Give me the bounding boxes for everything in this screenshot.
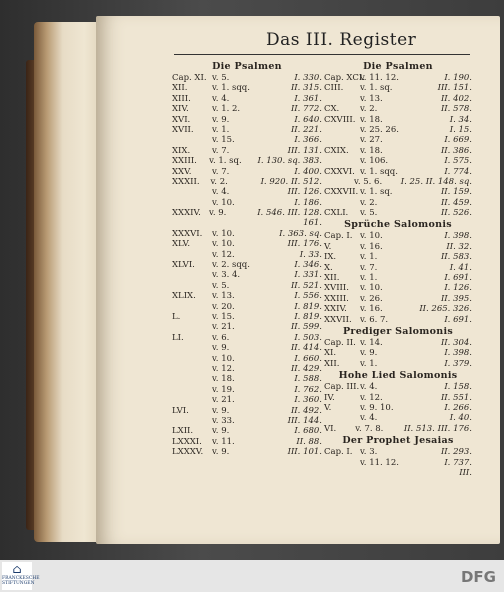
verse-ref: v. 21. <box>212 395 235 406</box>
index-row <box>324 338 472 348</box>
chapter-ref: XXIII. <box>324 293 349 304</box>
chapter-ref <box>172 281 212 291</box>
page-ref: I. 130. sq. 383. <box>257 156 322 167</box>
index-row <box>172 437 322 447</box>
index-row <box>324 104 472 114</box>
index-row <box>172 312 322 322</box>
index-row <box>324 458 472 468</box>
index-row <box>172 239 322 249</box>
chapter-ref: CXLI. <box>324 208 349 219</box>
chapter-ref: XXIII. <box>172 156 197 167</box>
verse-ref: v. 10. <box>212 239 235 250</box>
verse-ref: v. 10. <box>212 228 235 239</box>
page-ref: I. 190. <box>444 73 472 83</box>
chapter-ref: CX. <box>324 104 340 115</box>
page-ref: II. 221. <box>290 124 322 135</box>
chapter-ref: Cap. III. <box>324 382 360 393</box>
logo-text: FRANCKESCHE STIFTUNGEN <box>2 576 40 586</box>
page-ref: I. 40. <box>449 413 472 424</box>
section-heading: Die Psalmen <box>212 61 282 72</box>
chapter-ref: V. <box>324 241 332 252</box>
verse-ref: v. 16. <box>360 304 383 315</box>
chapter-ref: XXIV. <box>324 304 347 315</box>
verse-ref: v. 1. sq. <box>360 187 393 198</box>
chapter-ref <box>324 135 360 145</box>
page-ref: I. 363. sq. <box>279 228 322 239</box>
verse-ref: v. 5. <box>212 280 230 291</box>
chapter-ref: VI. <box>324 423 337 434</box>
page-ref: II. 315. <box>290 83 322 94</box>
page-ref: III. 131. <box>287 145 322 156</box>
left-column <box>172 60 322 457</box>
index-row <box>172 83 322 93</box>
page-ref: II. 402. <box>440 93 472 104</box>
page-ref: I. 669. <box>444 135 472 146</box>
verse-ref: v. 10. <box>360 283 383 294</box>
chapter-ref <box>172 354 212 364</box>
verse-ref: v. 3. <box>360 447 378 458</box>
verse-ref: v. 18. <box>212 374 235 385</box>
page-ref: I. 400. <box>294 166 322 177</box>
chapter-ref: XLVI. <box>172 260 195 271</box>
verse-ref: v. 16. <box>360 241 383 252</box>
chapter-ref: IV. <box>324 392 335 403</box>
index-row <box>324 413 472 423</box>
page-ref: I. 691. <box>444 314 472 325</box>
index-row <box>172 260 322 270</box>
footer-bar <box>0 560 504 592</box>
page-ref: I. 331. <box>294 270 322 281</box>
verse-ref: v. 1. sq. <box>360 83 393 94</box>
verse-ref: v. 25. 26. <box>360 124 399 135</box>
index-row <box>324 146 472 156</box>
chapter-ref <box>324 94 360 104</box>
verse-ref: v. 9. <box>209 208 227 219</box>
page-ref: I. 34. <box>449 114 472 125</box>
chapter-ref <box>324 458 360 468</box>
verse-ref: v. 1. <box>212 124 230 135</box>
institution-logo[interactable] <box>2 562 40 590</box>
index-row <box>324 125 472 135</box>
verse-ref: v. 10. <box>360 231 383 242</box>
index-row <box>324 198 472 208</box>
page-ref: II. 578. <box>440 104 472 115</box>
page-ref: II. 583. <box>440 252 472 263</box>
index-row <box>172 291 322 301</box>
page-ref: III. 151. <box>437 83 472 94</box>
index-row <box>172 374 322 384</box>
chapter-ref <box>172 187 212 197</box>
index-row <box>324 83 472 93</box>
verse-ref: v. 2. sqq. <box>212 260 250 271</box>
verse-ref: v. 1. <box>360 273 378 284</box>
page-ref: I. 819. <box>294 311 322 322</box>
chapter-ref <box>324 468 360 478</box>
section-heading: Der Prophet Jesaias <box>342 435 454 447</box>
chapter-ref: LXII. <box>172 426 194 437</box>
page-ref: I. 398. <box>444 231 472 242</box>
dfg-logo[interactable]: DFG <box>460 568 496 586</box>
page-ref: II. 32. <box>446 241 472 252</box>
verse-ref: v. 19. <box>212 384 235 395</box>
page-ref: I. 398. <box>444 348 472 359</box>
index-row <box>324 167 472 177</box>
chapter-ref <box>172 364 212 374</box>
verse-ref: v. 1. <box>360 358 378 369</box>
index-row <box>172 270 322 280</box>
page-ref: I. 126. <box>444 283 472 294</box>
index-row <box>172 385 322 395</box>
page-ref: III. <box>459 467 472 478</box>
verse-ref: v. 9. <box>212 447 230 458</box>
index-row <box>324 348 472 358</box>
verse-ref: v. 4. <box>212 187 230 198</box>
page-ref: 161. <box>303 218 322 229</box>
verse-ref: v. 6. <box>212 332 230 343</box>
verse-ref: v. 6. 7. <box>360 314 389 325</box>
verse-ref <box>360 468 416 478</box>
page-ref: II. 304. <box>440 337 472 348</box>
chapter-ref: Cap. I. <box>324 447 353 458</box>
verse-ref: v. 12. <box>212 249 235 260</box>
chapter-ref: XIV. <box>172 104 189 115</box>
page-ref: I. 346. <box>294 260 322 271</box>
page-ref: II. 293. <box>440 447 472 458</box>
page-ref: III. 144. <box>287 415 322 426</box>
index-row <box>324 447 472 457</box>
verse-ref: v. 9. <box>212 405 230 416</box>
index-row <box>172 177 322 187</box>
page-ref: I. 556. <box>294 291 322 302</box>
verse-ref: v. 18. <box>360 114 383 125</box>
index-row <box>324 73 472 83</box>
chapter-ref: XXVII. <box>324 314 352 325</box>
index-row <box>172 135 322 145</box>
chapter-ref: Cap. II. <box>324 337 356 348</box>
chapter-ref: XVI. <box>172 114 191 125</box>
chapter-ref: XII. <box>324 273 340 284</box>
page-ref: II. 386. <box>440 145 472 156</box>
page-ref: II. 459. <box>440 197 472 208</box>
chapter-ref: XVII. <box>172 124 194 135</box>
index-row <box>172 343 322 353</box>
verse-ref: v. 9. <box>212 114 230 125</box>
chapter-ref: XXV. <box>172 166 192 177</box>
chapter-ref <box>172 395 212 405</box>
index-row <box>324 382 472 392</box>
right-column <box>324 60 472 478</box>
page-ref: II. 414. <box>290 343 322 354</box>
verse-ref: v. 15. <box>212 135 235 146</box>
index-row <box>324 424 472 434</box>
verse-ref: v. 4. <box>360 413 378 424</box>
chapter-ref <box>172 250 212 260</box>
verse-ref: v. 11. <box>212 436 235 447</box>
verse-ref: v. 2. <box>210 176 228 187</box>
verse-ref: v. 9. <box>212 426 230 437</box>
verse-ref: v. 14. <box>360 337 383 348</box>
chapter-ref <box>172 198 212 208</box>
chapter-ref <box>324 125 360 135</box>
chapter-ref: XII. <box>324 358 340 369</box>
index-row <box>324 294 472 304</box>
verse-ref: v. 13. <box>212 291 235 302</box>
chapter-ref <box>172 270 212 280</box>
verse-ref: v. 7. 8. <box>355 423 384 434</box>
verse-ref: v. 7. <box>212 166 230 177</box>
chapter-ref: XIII. <box>172 93 191 104</box>
section-heading: Die Psalmen <box>363 61 433 72</box>
page-ref: I. 774. <box>444 166 472 177</box>
chapter-ref: XI. <box>324 348 337 359</box>
page-ref: III. 101. <box>287 447 322 458</box>
chapter-ref: XIX. <box>172 145 191 156</box>
chapter-ref: XLV. <box>172 239 191 250</box>
page-ref: I. 330. <box>294 73 322 83</box>
chapter-ref: XLIX. <box>172 291 196 302</box>
chapter-ref <box>324 156 360 166</box>
chapter-ref: XXXIV. <box>172 208 201 219</box>
page-ref: I. 575. <box>444 156 472 167</box>
index-row <box>172 218 322 228</box>
verse-ref: v. 4. <box>212 93 230 104</box>
chapter-ref: XXXVI. <box>172 228 203 239</box>
verse-ref: v. 27. <box>360 135 383 146</box>
index-row <box>172 208 322 218</box>
verse-ref: v. 9. 10. <box>360 402 394 413</box>
page-ref: I. 691. <box>444 273 472 284</box>
page-ref: I. 660. <box>294 353 322 364</box>
page-ref: I. 186. <box>294 197 322 208</box>
index-row <box>324 315 472 325</box>
verse-ref: v. 3. 4. <box>212 270 241 281</box>
section-heading: Sprüche Salomonis <box>344 219 452 231</box>
index-row <box>324 177 472 187</box>
verse-ref: v. 10. <box>212 197 235 208</box>
verse-ref: v. 106. <box>360 156 389 167</box>
chapter-ref: X. <box>324 262 333 273</box>
chapter-ref: LXXXV. <box>172 447 204 458</box>
chapter-ref: LI. <box>172 332 184 343</box>
chapter-ref: Cap. I. <box>324 231 353 242</box>
verse-ref: v. 1. <box>360 252 378 263</box>
index-row <box>324 283 472 293</box>
index-row <box>172 322 322 332</box>
page-ref: I. 360. <box>294 395 322 406</box>
chapter-ref: CXVIII. <box>324 114 356 125</box>
page-ref: I. 737. <box>444 457 472 468</box>
page-ref: II. 429. <box>290 363 322 374</box>
verse-ref: v. 12. <box>360 392 383 403</box>
verse-ref: v. 1. sq. <box>209 156 242 167</box>
chapter-ref <box>324 413 360 423</box>
page-ref: II. 599. <box>290 322 322 333</box>
chapter-ref: CIII. <box>324 83 344 94</box>
verse-ref: v. 11. 12. <box>360 73 399 83</box>
chapter-ref <box>172 343 212 353</box>
verse-ref: v. 5. 6. <box>354 176 383 187</box>
index-row <box>324 263 472 273</box>
page-ref: I. 546. III. 128. <box>257 208 322 219</box>
page-ref: I. 361. <box>294 93 322 104</box>
chapter-ref: L. <box>172 311 181 322</box>
index-row <box>324 242 472 252</box>
chapter-ref <box>172 302 212 312</box>
index-row <box>172 447 322 457</box>
verse-ref: v. 2. <box>360 104 378 115</box>
verse-ref: v. 18. <box>360 145 383 156</box>
index-row <box>324 208 472 218</box>
index-row <box>172 156 322 166</box>
index-row <box>324 94 472 104</box>
index-row <box>324 393 472 403</box>
verse-ref: v. 1. sqq. <box>360 166 398 177</box>
page-ref: III. 126. <box>287 187 322 198</box>
verse-ref: v. 5. <box>212 73 230 83</box>
page-title: Das III. Register <box>266 30 417 50</box>
chapter-ref: Cap. XCI. <box>324 73 365 83</box>
page-ref: I. 158. <box>444 382 472 393</box>
page-ref: II. 521. <box>290 280 322 291</box>
chapter-ref <box>172 218 212 228</box>
chapter-ref <box>172 322 212 332</box>
index-row <box>172 364 322 374</box>
index-row <box>172 354 322 364</box>
index-row <box>172 333 322 343</box>
page-ref: II. 265. 326. <box>419 304 472 315</box>
verse-ref: v. 4. <box>360 382 378 393</box>
page-ref: II. 88. <box>296 436 322 447</box>
index-row <box>172 416 322 426</box>
chapter-ref <box>324 198 360 208</box>
verse-ref: v. 2. <box>360 197 378 208</box>
chapter-ref: IX. <box>324 252 337 263</box>
index-row <box>172 250 322 260</box>
page-ref: II. 395. <box>440 293 472 304</box>
page-ref: I. 588. <box>294 374 322 385</box>
page-ref: I. 920. II. 512. <box>260 176 322 187</box>
page-ref: I. 640. <box>294 114 322 125</box>
index-row <box>324 304 472 314</box>
page-ref: II. 513. III. 176. <box>403 423 472 434</box>
chapter-ref: CXIX. <box>324 145 349 156</box>
header-rule <box>174 54 470 55</box>
index-row <box>172 395 322 405</box>
chapter-ref: XVIII. <box>324 283 349 294</box>
page-ref: I. 25. II. 148. sq. <box>400 176 472 187</box>
chapter-ref: XII. <box>172 83 188 94</box>
verse-ref: v. 9. <box>360 348 378 359</box>
verse-ref: v. 33. <box>212 415 235 426</box>
logo-mark-icon: ⌂ <box>12 562 22 576</box>
section-heading: Prediger Salomonis <box>342 325 454 337</box>
verse-ref: v. 9. <box>212 343 230 354</box>
chapter-ref: LXXXI. <box>172 436 202 447</box>
index-row <box>172 198 322 208</box>
index-row <box>324 156 472 166</box>
page-ref: I. 266. <box>444 402 472 413</box>
page-ref: II. 772. <box>290 104 322 115</box>
index-row <box>324 403 472 413</box>
chapter-ref <box>172 385 212 395</box>
page-ref: II. 492. <box>290 405 322 416</box>
index-row <box>324 231 472 241</box>
page-ref: I. 819. <box>294 301 322 312</box>
index-row <box>324 252 472 262</box>
section-heading: Hohe Lied Salomonis <box>338 370 458 382</box>
verse-ref: v. 1. 2. <box>212 104 241 115</box>
chapter-ref: Cap. XI. <box>172 73 207 83</box>
page-ref: I. 379. <box>444 358 472 369</box>
index-row <box>172 187 322 197</box>
verse-ref: v. 1. sqq. <box>212 83 250 94</box>
index-row <box>324 468 472 478</box>
index-row <box>172 167 322 177</box>
page-ref: I. 503. <box>294 332 322 343</box>
page-ref: I. 33. <box>299 249 322 260</box>
page-ref: II. 551. <box>440 392 472 403</box>
index-row <box>172 146 322 156</box>
chapter-ref: CXXVI. <box>324 166 355 177</box>
index-row <box>172 229 322 239</box>
verse-ref: v. 21. <box>212 322 235 333</box>
chapter-ref: V. <box>324 402 332 413</box>
verse-ref: v. 5. <box>360 208 378 219</box>
index-row <box>324 115 472 125</box>
page-ref: I. 41. <box>449 262 472 273</box>
chapter-ref <box>324 177 354 187</box>
index-row <box>324 135 472 145</box>
index-row <box>324 187 472 197</box>
verse-ref: v. 15. <box>212 311 235 322</box>
verse-ref: v. 10. <box>212 353 235 364</box>
chapter-ref <box>172 416 212 426</box>
index-row <box>324 359 472 369</box>
index-row <box>172 104 322 114</box>
page-ref: III. 176. <box>287 239 322 250</box>
chapter-ref: XXXII. <box>172 176 200 187</box>
chapter-ref: LVI. <box>172 405 189 416</box>
index-row <box>172 115 322 125</box>
index-row <box>172 125 322 135</box>
chapter-ref: CXXVII. <box>324 187 359 198</box>
index-row <box>172 281 322 291</box>
index-row <box>172 426 322 436</box>
index-row <box>172 73 322 83</box>
page-ref: II. 159. <box>440 187 472 198</box>
chapter-ref <box>172 374 212 384</box>
chapter-ref <box>172 135 212 145</box>
index-row <box>172 406 322 416</box>
verse-ref: v. 7. <box>360 262 378 273</box>
page-ref: I. 680. <box>294 426 322 437</box>
verse-ref: v. 20. <box>212 301 235 312</box>
verse-ref: v. 11. 12. <box>360 457 399 468</box>
page-ref: I. 15. <box>449 124 472 135</box>
index-row <box>172 302 322 312</box>
verse-ref <box>212 218 264 228</box>
page-ref: II. 526. <box>440 208 472 219</box>
page-ref: I. 762. <box>294 384 322 395</box>
verse-ref: v. 12. <box>212 363 235 374</box>
index-row <box>172 94 322 104</box>
verse-ref: v. 13. <box>360 93 383 104</box>
verse-ref: v. 26. <box>360 293 383 304</box>
index-row <box>324 273 472 283</box>
page-ref: I. 366. <box>294 135 322 146</box>
verse-ref: v. 7. <box>212 145 230 156</box>
